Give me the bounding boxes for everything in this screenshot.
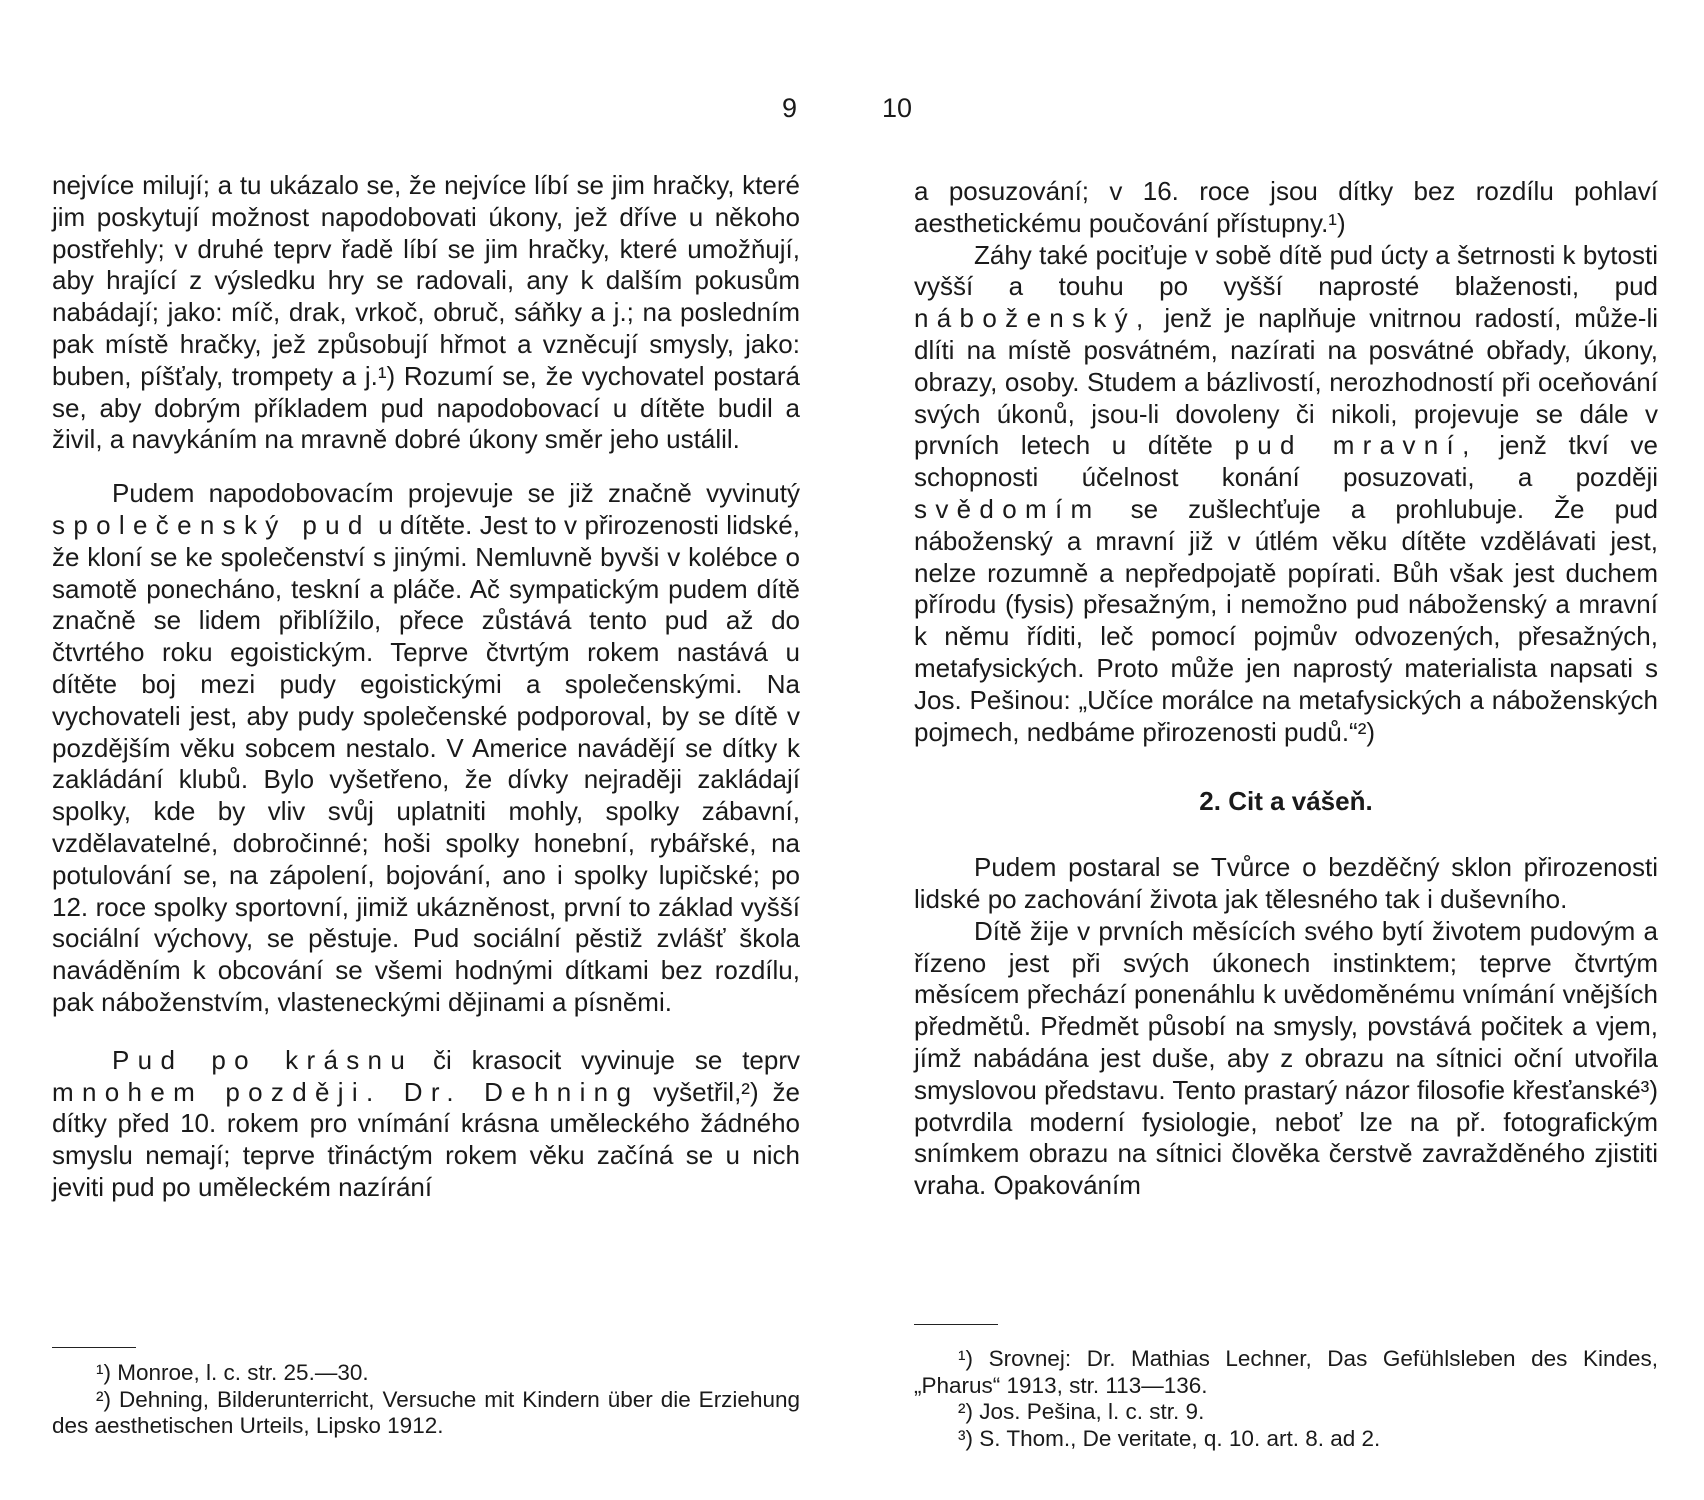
text-run: jenž je naplňuje vnitrnou radostí, může-li dlíti na místě posvátném, nazírati na posvátné obřady, úkony, obrazy, osoby. Studem a bázlivostí, nerozhodností při oceňování svých úkonů, jsou-li dovoleny či nikoli, projevuje se dále v prvních letech u dítěte bbox=[914, 303, 1658, 461]
spaced-term: pud mravní, bbox=[1234, 430, 1478, 461]
paragraph bbox=[52, 1045, 800, 1204]
right-page bbox=[852, 0, 1704, 1500]
footnote: ³) S. Thom., De veritate, q. 10. art. 8. ad 2. bbox=[958, 1425, 1381, 1451]
page-number: 9 bbox=[782, 93, 798, 123]
footnote: ¹) Srovnej: Dr. Mathias Lechner, Das Gefühlsleben des Kindes, „Pharus“ 1913, str. 113—136. bbox=[914, 1346, 1658, 1398]
footnotes bbox=[914, 1346, 1658, 1452]
text-run: se zušlechťuje a prohlubuje. Že pud náboženský a mravní již v útlém věku dítěte vzdělávati jest, nelze rozumně a nepředpojatě popírati. Bůh však jest duchem přírodu (fysis) přesažným, i nemožno pud náboženský a mravní k němu říditi, leč pomocí pojmův odvozených, přesažných, metafysických. Proto může jen naprostý materialista napsati s Jos. Pešinou: „Učíce morálce na metafysických a náboženských pojmech, nedbáme přirozenosti pudů.“²) bbox=[914, 493, 1658, 747]
page-body bbox=[914, 176, 1658, 1202]
paragraph: nejvíce milují; a tu ukázalo se, že nejvíce líbí se jim hračky, které jim poskytují možnost napodobovati úkony, jež dříve u někoho postřehly; v druhé teprv řadě líbí se jim hračky, které umožňují, aby hrající z výsledku hry se radovali, any k dalším pokusům nabádají; jako: míč, drak, vrkoč, obruč, sáňky a j.; na posledním pak místě hračky, jež způsobují hřmot a vzněcují smysly, jako: buben, píšťaly, trompety a j.¹) Rozumí se, že vychovatel postará se, aby dobrým příkladem pud napodobovací u dítěte budil a živil, a navykáním na mravně dobré úkony směr jeho ustálil. bbox=[52, 170, 800, 455]
footnote: ²) Jos. Pešina, l. c. str. 9. bbox=[958, 1399, 1205, 1424]
spaced-term: svědomím bbox=[914, 493, 1101, 524]
text-run: vyšetřil,²) že dítky před 10. rokem pro vnímání krásna uměleckého žádného smyslu nemají; teprve třináctým rokem věku začíná se u nich jeviti pud po uměleckém nazírání bbox=[52, 1076, 800, 1202]
paragraph bbox=[914, 240, 1658, 749]
text-run: u dítěte. Jest to v přirozenosti lidské, že kloní se ke společenství s jinými. Nemluvně byvši v kolébce o samotě ponecháno, teskní a pláče. Ač sympatickým pudem dítě značně se lidem přiblížilo, přece zůstává tento pud až do čtvrtého roku egoistickým. Teprve čtvrtým rokem nastává u dítěte boj mezi pudy egoistickými a společenskými. Na vychovateli jest, aby pudy společenské podporoval, by se dítě v pozdějším věku sobcem nestalo. V Americe navádějí se dítky k zakládání klubů. Bylo vyšetřeno, že dívky nejraději zakládají spolky, kde by vliv svůj uplatniti mohly, spolky zábavní, vzdělavatelné, dobročinné; hoši spolky honební, rybářské, na potulování se, na zápolení, bojování, ano i spolky lupičské; po 12. roce spolky sportovní, jimiž ukázněnost, první to základ vyšší sociální výchovy, se pěstuje. Pud sociální pěstiž zvlášť škola naváděním k obcování se všemi hodnými dítkami bez rozdílu, pak náboženstvím, vlasteneckými dějinami a písněmi. bbox=[52, 509, 800, 1017]
text-run: Pudem napodobovacím projevuje se již značně vyvinutý bbox=[112, 478, 800, 509]
text-run: jenž tkví ve schopnosti účelnost konání posuzovati, a později bbox=[914, 430, 1658, 493]
paragraph: Pudem postaral se Tvůrce o bezděčný sklon přirozenosti lidské po zachování života jak tělesného tak i duševního. bbox=[914, 852, 1658, 914]
text-run: či krasocit vyvinuje se teprv bbox=[432, 1044, 800, 1075]
spaced-term: Pud po krásnu bbox=[112, 1044, 414, 1075]
spaced-term: mnohem později. Dr. Dehning bbox=[52, 1076, 640, 1107]
page-body bbox=[52, 170, 800, 1204]
paragraph: Dítě žije v prvních měsících svého bytí životem pudovým a řízeno jest při svých úkonech instinktem; teprve čtvrtým měsícem přechází ponenáhlu k uvědoměnému vnímání vnějších předmětů. Předmět působí na smysly, povstává počitek a vjem, jímž nabádána jest duše, aby z obrazu na sítnici oční utvořila smyslovou představu. Tento prastarý názor filosofie křesťanské³) potvrdila moderní fysiologie, neboť lze na př. fotografickým snímkem obrazu na sítnici člověka čerstvě zavražděného zjistiti vraha. Opakováním bbox=[914, 915, 1658, 1201]
footnote: ¹) Monroe, l. c. str. 25.—30. bbox=[96, 1360, 369, 1385]
spaced-term: náboženský, bbox=[914, 303, 1152, 334]
footnote-separator bbox=[914, 1324, 998, 1325]
page-number: 10 bbox=[882, 93, 913, 123]
paragraph: a posuzování; v 16. roce jsou dítky bez rozdílu pohlaví aesthetickému poučování přístupny.¹) bbox=[914, 176, 1658, 238]
section-heading: 2. Cit a vášeň. bbox=[1199, 786, 1373, 817]
text-run: Záhy také pociťuje v sobě dítě pud úcty a šetrnosti k bytosti vyšší a touhu po vyšší naprosté blaženosti, pud bbox=[914, 239, 1658, 302]
spaced-term: společenský pud bbox=[52, 509, 371, 540]
footnotes bbox=[52, 1360, 800, 1440]
paragraph bbox=[52, 478, 800, 1019]
footnote-separator bbox=[52, 1347, 136, 1348]
footnote: ²) Dehning, Bilderunterricht, Versuche mit Kindern über die Erziehung des aesthetischen Urteils, Lipsko 1912. bbox=[52, 1386, 800, 1438]
